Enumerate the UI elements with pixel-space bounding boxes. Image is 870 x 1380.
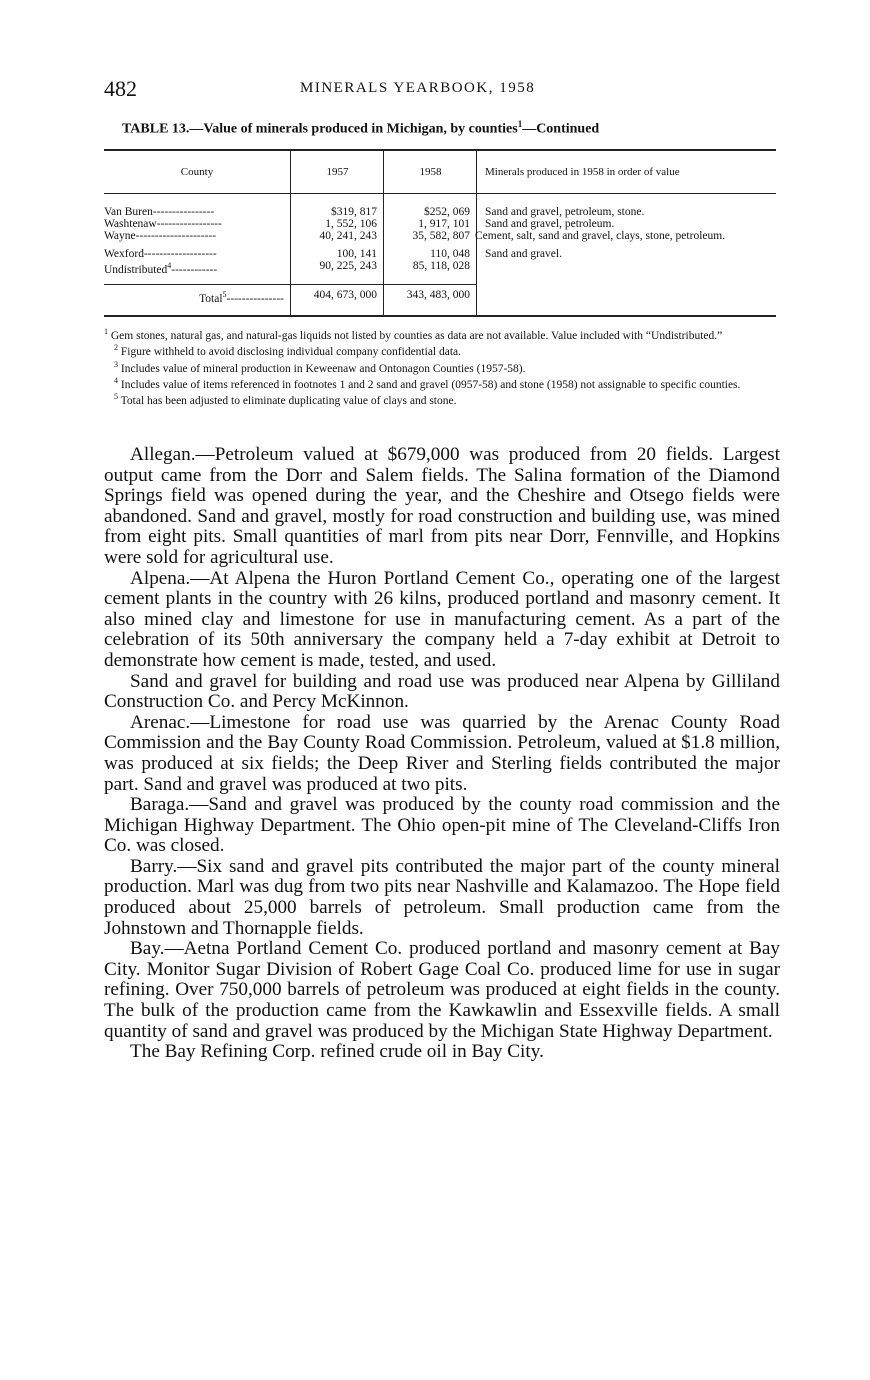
page-number: 482 xyxy=(104,76,137,101)
county-lead: Baraga. xyxy=(130,794,190,816)
footnote xyxy=(104,359,780,375)
value-1957: 1, 552, 106 xyxy=(291,218,384,230)
footnote-mark: 2 xyxy=(114,343,118,353)
value-1958: 85, 118, 028 xyxy=(384,260,477,284)
value-1958: 110, 048 xyxy=(384,242,477,260)
footnote-text: Gem stones, natural gas, and natural-gas liquids not listed by counties as data are not available. Value included with “Undistributed.” xyxy=(110,329,723,342)
page-header xyxy=(104,76,780,100)
county-lead: Alpena. xyxy=(130,567,191,589)
paragraph-alpena-sand xyxy=(104,672,780,713)
table-title-text: TABLE 13.—Value of minerals produced in Michigan, by counties xyxy=(122,121,518,137)
minerals-list: Cement, salt, sand and gravel, clays, stone, petroleum. xyxy=(477,230,777,242)
paragraph-allegan xyxy=(104,445,780,569)
value-1958: 35, 582, 807 xyxy=(384,230,477,242)
total-label: Total xyxy=(199,292,223,305)
paragraph-text: The Bay Refining Corp. refined crude oil in Bay City. xyxy=(130,1041,544,1063)
table-title-suffix: —Continued xyxy=(522,121,600,137)
footnote-text: Figure withheld to avoid disclosing individual company confidential data. xyxy=(120,346,462,359)
paragraph-text: Sand and gravel for building and road use was produced near Alpena by Gilliland Construction Co. and Percy McKinnon. xyxy=(104,670,780,713)
table-row xyxy=(104,194,776,219)
county-lead: Arenac. xyxy=(130,711,191,733)
county-name: Van Buren xyxy=(104,206,153,218)
table-header-row xyxy=(104,150,776,194)
paragraph-barry xyxy=(104,857,780,939)
footnote-text: Includes value of items referenced in footnotes 1 and 2 sand and gravel (0957-58) and stone (1958) not assignable to specific counties. xyxy=(120,378,741,391)
leader-dots: ---------------- xyxy=(152,206,215,218)
col-header-1957: 1957 xyxy=(291,150,384,194)
total-1957: 404, 673, 000 xyxy=(291,284,384,315)
table-row xyxy=(104,230,776,242)
paragraph-alpena xyxy=(104,569,780,672)
paragraph-text: —Aetna Portland Cement Co. produced portland and masonry cement at Bay City. Monitor Sugar Division of Robert Gage Coal Co. produced lime for use in sugar refining. Over 750,000 barrels of petroleum was produced at eight fields in the county. The bulk of the production came from the Kawkawlin and Essexville fields. A small quantity of sand and gravel was produced by the Michigan State Highway Department. xyxy=(104,938,780,1042)
value-1957: 100, 141 xyxy=(291,242,384,260)
value-1957: $319, 817 xyxy=(291,194,384,219)
paragraph-arenac xyxy=(104,713,780,795)
county-lead: Allegan. xyxy=(130,444,196,465)
county-name: Undistributed xyxy=(104,263,168,276)
table-row xyxy=(104,242,776,260)
footnote xyxy=(104,326,780,342)
minerals-list: Sand and gravel, petroleum. xyxy=(477,218,777,230)
table-total-row xyxy=(104,284,776,315)
col-header-county: County xyxy=(104,150,291,194)
county-lead: Barry. xyxy=(130,855,178,877)
minerals-list xyxy=(477,260,777,284)
footnote xyxy=(104,342,780,358)
paragraph-text: —Six sand and gravel pits contributed the major part of the county mineral production. Marl was dug from two pits near Nashville and Kalamazoo. The Hope field produced about 25,000 barrels of petroleum. Small production came from the Johnstown and Thornapple fields. xyxy=(104,855,780,939)
table-row xyxy=(104,218,776,230)
leader-dots: ----------------- xyxy=(156,218,222,230)
value-1957: 90, 225, 243 xyxy=(291,260,384,284)
footnote-text: Includes value of mineral production in Keweenaw and Ontonagon Counties (1957-58). xyxy=(120,362,526,375)
table-title-sup: 1 xyxy=(517,119,523,129)
leader-dots: ------------ xyxy=(171,263,218,276)
paragraph-bay xyxy=(104,939,780,1042)
footnote-mark: 3 xyxy=(114,359,118,369)
total-1958: 343, 483, 000 xyxy=(384,284,477,315)
leader-dots: --------------- xyxy=(226,292,284,305)
county-name: Washtenaw xyxy=(104,218,157,230)
footnote xyxy=(104,375,780,391)
table-title xyxy=(122,119,599,138)
value-1958: 1, 917, 101 xyxy=(384,218,477,230)
minerals-table xyxy=(104,149,776,317)
footnote-mark: 4 xyxy=(114,375,118,385)
footnote-ref: 4 xyxy=(167,261,172,270)
paragraph-text: —Petroleum valued at $679,000 was produced from 20 fields. Largest output came from the Dorr and Salem fields. The Salina formation of the Diamond Springs field was opened during the year, and the Cheshire and Otsego fields were abandoned. Sand and gravel, mostly for road construction and building use, was mined from eight pits. Small quantities of marl from pits near Dorr, Fennville, and Hopkins were sold for agricultural use. xyxy=(104,444,780,568)
minerals-table-wrapper xyxy=(104,149,776,317)
running-title: MINERALS YEARBOOK, 1958 xyxy=(300,80,536,96)
table-footnotes xyxy=(104,326,780,408)
leader-dots: --------------------- xyxy=(135,230,217,242)
county-name: Wayne xyxy=(104,230,136,242)
table-row xyxy=(104,260,776,284)
minerals-list: Sand and gravel. xyxy=(477,242,777,260)
col-header-1958: 1958 xyxy=(384,150,477,194)
body-text xyxy=(104,445,780,1063)
col-header-minerals: Minerals produced in 1958 in order of value xyxy=(477,150,777,194)
paragraph-bay-refining xyxy=(104,1042,780,1063)
county-name: Wexford xyxy=(104,248,144,260)
footnote-ref: 5 xyxy=(222,289,227,299)
value-1958: $252, 069 xyxy=(384,194,477,219)
paragraph-text: —Sand and gravel was produced by the county road commission and the Michigan Highway Department. The Ohio open-pit mine of The Cleveland-Cliffs Iron Co. was closed. xyxy=(104,794,780,857)
value-1957: 40, 241, 243 xyxy=(291,230,384,242)
footnote xyxy=(104,391,780,407)
footnote-mark: 5 xyxy=(114,392,118,402)
county-lead: Bay. xyxy=(130,938,165,960)
paragraph-text: —At Alpena the Huron Portland Cement Co., operating one of the largest cement plants in the country with 26 kilns, produced portland and masonry cement. It also mined clay and limestone for use in manufacturing cement. As a part of the celebration of its 50th anniversary the company held a 7-day exhibit at Detroit to demonstrate how cement is made, tested, and used. xyxy=(104,567,780,671)
paragraph-text: —Limestone for road use was quarried by the Arenac County Road Commission and the Bay County Road Commission. Petroleum, valued at $1.8 million, was produced at six fields; the Deep River and Sterling fields contributed the major part. Sand and gravel was produced at two pits. xyxy=(104,711,780,795)
footnote-mark: 1 xyxy=(104,327,108,336)
minerals-list: Sand and gravel, petroleum, stone. xyxy=(477,194,777,219)
footnote-text: Total has been adjusted to eliminate duplicating value of clays and stone. xyxy=(120,395,457,408)
paragraph-baraga xyxy=(104,795,780,857)
leader-dots: ------------------- xyxy=(143,248,217,260)
